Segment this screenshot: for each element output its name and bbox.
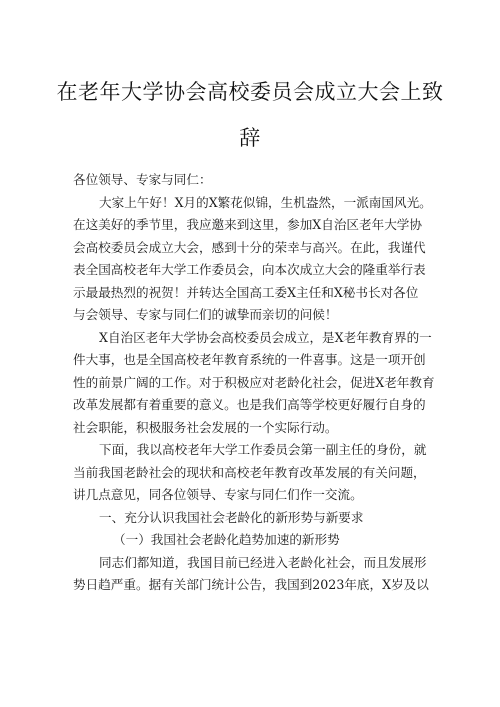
body-line: 示最最热烈的祝贺！并转达全国高工委X主任和X秘书长对各位 bbox=[73, 284, 419, 300]
body-line: X自治区老年大学协会高校委员会成立，是X老年教育界的一 bbox=[99, 329, 432, 345]
body-line: 势日趋严重。据有关部门统计公告，我国到2023年底，X岁及以 bbox=[73, 577, 429, 592]
body-line: 与会领导、专家与同仁们的诚挚而亲切的问候！ bbox=[73, 307, 338, 322]
salutation-line: 各位领导、专家与同仁： bbox=[73, 172, 212, 187]
document-title-line-2: 辞 bbox=[239, 126, 261, 150]
section-heading: 一、充分认识我国社会老龄化的新形势与新要求 bbox=[99, 509, 364, 525]
body-line: 会高校委员会成立大会，感到十分的荣幸与高兴。在此，我谨代 bbox=[73, 239, 426, 255]
body-line: 在这美好的季节里，我应邀来到这里，参加X自治区老年大学协 bbox=[73, 217, 422, 232]
document-body bbox=[73, 169, 443, 597]
body-line: 当前我国老龄社会的现状和高校老年教育改革发展的有关问题， bbox=[73, 464, 426, 480]
body-line: 表全国高校老年大学工作委员会，向本次成立大会的隆重举行表 bbox=[73, 262, 426, 277]
subsection-heading: （一）我国社会老龄化趋势加速的新形势 bbox=[113, 532, 340, 547]
body-line: 同志们都知道，我国目前已经进入老龄化社会，而且发展形 bbox=[99, 554, 427, 570]
body-line: 讲几点意见，同各位领导、专家与同仁们作一交流。 bbox=[73, 487, 363, 502]
body-line: 性的前景广阔的工作。对于积极应对老龄化社会，促进X老年教育 bbox=[73, 374, 435, 390]
body-line: 大家上午好！X月的X繁花似锦，生机盎然，一派南国风光。 bbox=[99, 194, 432, 210]
body-line: 改革发展都有着重要的意义。也是我们高等学校更好履行自身的 bbox=[73, 397, 426, 412]
document-title-line-1: 在老年大学协会高校委员会成立大会上致 bbox=[56, 80, 444, 104]
body-line: 下面，我以高校老年大学工作委员会第一副主任的身份，就 bbox=[99, 442, 427, 457]
body-line: 社会职能，积极服务社会发展的一个实际行动。 bbox=[73, 419, 338, 435]
body-line: 件大事，也是全国高校老年教育系统的一件喜事。这是一项开创 bbox=[73, 352, 426, 367]
